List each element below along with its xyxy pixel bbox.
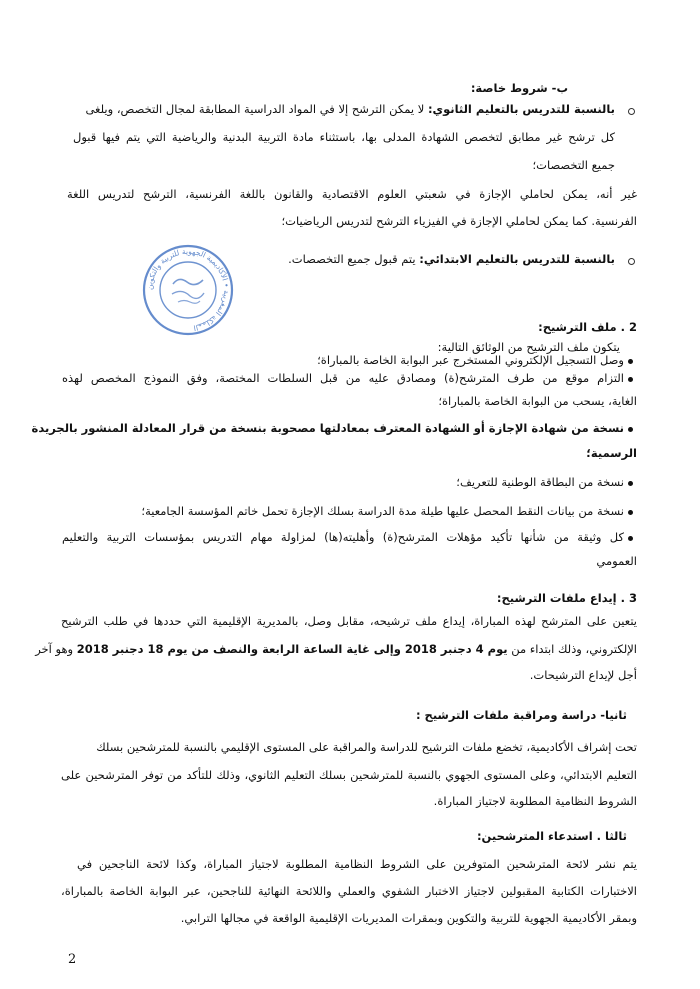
paragraph-line: يتعين على المترشح لهذه المباراة، إيداع ملف ترشيحه، مقابل وصل، بالمديرية الإقليمية التي حددها في طلب الترشيح <box>61 614 637 628</box>
list-item: نسخة من شهادة الإجازة أو الشهادة المعترف بمعادلتها مصحوبة بنسخة من قرار المعادلة المنشور بالجريدة <box>31 421 624 435</box>
section-5-title: ثالثا . استدعاء المترشحين: <box>476 829 627 843</box>
list-item: وصل التسجيل الإلكتروني المستخرج عبر البوابة الخاصة بالمباراة؛ <box>317 353 624 367</box>
section-b-title: ب- شروط خاصة: <box>470 81 568 95</box>
primary-teaching-line <box>288 251 615 267</box>
list-item-continuation: الرسمية؛ <box>586 446 637 460</box>
secondary-teaching-line <box>73 101 615 117</box>
bullet-icon <box>628 536 633 541</box>
primary-teaching-text: يتم قبول جميع التخصصات. <box>288 252 420 266</box>
bullet-icon <box>628 481 633 486</box>
list-item-continuation: العمومي <box>596 554 637 568</box>
official-stamp-icon <box>140 242 236 338</box>
paragraph-line: جميع التخصصات؛ <box>532 158 615 172</box>
bullet-icon <box>628 427 633 432</box>
paragraph-line: كل ترشح غير مطابق لتخصص الشهادة المدلى بها، باستثناء مادة التربية البدنية والرياضية التي يتم فيها قبول <box>73 130 615 144</box>
section-3-title: 3 . إيداع ملفات الترشيح: <box>496 591 637 605</box>
bullet-icon <box>628 377 633 382</box>
list-item: كل وثيقة من شأنها تأكيد مؤهلات المترشح(ة) وأهليته(ها) لمزاولة مهام التدريس بمؤسسات التربية والتعليم <box>62 530 624 544</box>
deadline-prefix: الإلكتروني، وذلك ابتداء من <box>507 642 637 656</box>
secondary-teaching-label: بالنسبة للتدريس بالتعليم الثانوي: <box>427 102 615 116</box>
paragraph-line: الشروط النظامية المطلوبة لاجتياز المباراة. <box>433 794 637 808</box>
section-2-title: 2 . ملف الترشيح: <box>538 320 637 334</box>
hollow-bullet-icon <box>628 258 635 265</box>
paragraph-line: تحت إشراف الأكاديمية، تخضع ملفات الترشيح للدراسة والمراقبة على المستوى الإقليمي بالنسبة للمترشحين بسلك <box>96 740 637 754</box>
paragraph-line: غير أنه، يمكن لحاملي الإجازة في شعبتي العلوم الاقتصادية والقانون باللغة الفرنسية، الترشح لتدريس اللغة <box>67 187 637 201</box>
stamp-text: المملكة المغربية • الأكاديمية الجهوية للتربية والتكوين <box>144 246 232 333</box>
paragraph-line: يتم نشر لائحة المترشحين المتوفرين على الشروط النظامية المطلوبة لاجتياز المباراة، وكذا لائحة الناجحين في <box>77 857 637 871</box>
list-intro: يتكون ملف الترشيح من الوثائق التالية: <box>437 340 620 354</box>
list-item: نسخة من بيانات النقط المحصل عليها طيلة مدة الدراسة بسلك الإجازة تحمل خاتم المؤسسة الجامعية؛ <box>141 504 624 518</box>
paragraph-line: أجل لإيداع الترشيحات. <box>529 668 637 682</box>
hollow-bullet-icon <box>628 108 635 115</box>
list-item: نسخة من البطاقة الوطنية للتعريف؛ <box>456 475 624 489</box>
paragraph-line: التعليم الابتدائي، وعلى المستوى الجهوي بالنسبة للمترشحين بسلك التعليم الثانوي، وذلك للتأكد من توفر المترشحين على <box>61 768 637 782</box>
section-4-title: ثانيا- دراسة ومراقبة ملفات الترشيح : <box>415 708 627 722</box>
paragraph-line <box>35 641 637 657</box>
primary-teaching-label: بالنسبة للتدريس بالتعليم الابتدائي: <box>419 252 615 266</box>
deadline-dates: يوم 4 دجنبر 2018 وإلى غاية الساعة الرابعة والنصف من يوم 18 دجنبر 2018 <box>76 642 508 656</box>
bullet-icon <box>628 510 633 515</box>
paragraph-line: الفرنسية. كما يمكن لحاملي الإجازة في الفيزياء الترشح لتدريس الرياضيات؛ <box>281 214 637 228</box>
paragraph-line: وبمقر الأكاديمية الجهوية للتربية والتكوين وبمقرات المديريات الإقليمية الواقعة في مجالها الترابي. <box>180 911 637 925</box>
deadline-suffix: وهو آخر <box>35 642 77 656</box>
bullet-icon <box>628 359 633 364</box>
list-item-continuation: الغاية، يسحب من البوابة الخاصة بالمباراة؛ <box>438 394 637 408</box>
svg-text:المملكة المغربية • الأكاديمية <box>145 247 231 333</box>
page-number: 2 <box>68 952 77 967</box>
list-item: التزام موقع من طرف المترشح(ة) ومصادق عليه من قبل السلطات المختصة، وفق النموذج المخصص لهذه <box>62 371 624 385</box>
secondary-teaching-text: لا يمكن الترشح إلا في المواد الدراسية المطابقة لمجال التخصص، ويلغى <box>85 102 428 116</box>
paragraph-line: الاختبارات الكتابية المقبولين لاجتياز الاختبار الشفوي والعملي واللائحة النهائية للناجحين، عبر البوابة الخاصة بالمباراة، <box>61 884 637 898</box>
